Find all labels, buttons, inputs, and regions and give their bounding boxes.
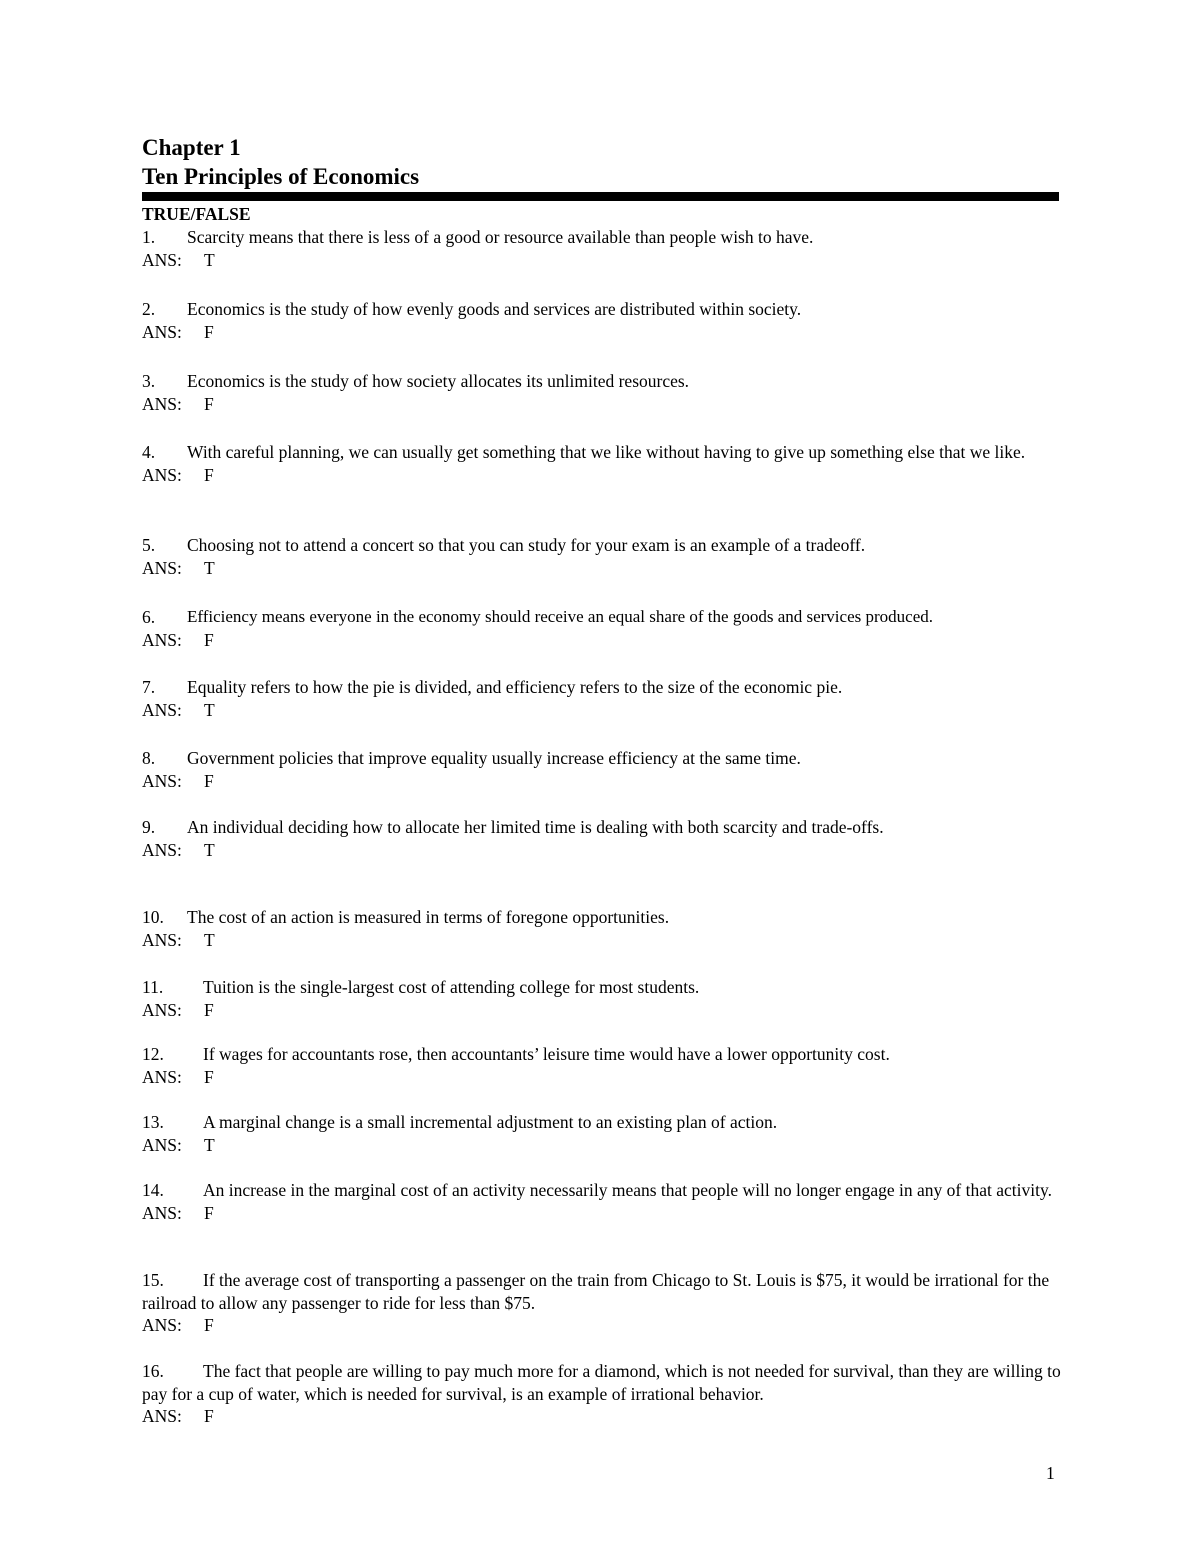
- answer-label: ANS:: [142, 1134, 182, 1155]
- answer-label: ANS:: [142, 1066, 182, 1087]
- answer-value: F: [204, 393, 214, 414]
- chapter-title: Ten Principles of Economics: [142, 164, 420, 189]
- question-number: 15.: [142, 1270, 164, 1290]
- answer-value: F: [204, 1406, 214, 1426]
- answer-value: F: [204, 770, 214, 791]
- answer-value: T: [204, 699, 215, 720]
- question-number: 12.: [142, 1044, 164, 1064]
- answer-value: T: [204, 839, 215, 860]
- question-text: Government policies that improve equality usually increase efficiency at the same time.: [187, 748, 801, 768]
- answer-label: ANS:: [142, 1202, 182, 1223]
- answer-line: [142, 1405, 1062, 1428]
- answer-label: ANS:: [142, 699, 182, 720]
- answer-line: [142, 464, 1062, 487]
- answer-value: F: [204, 1202, 214, 1223]
- question-number: 6.: [142, 607, 156, 627]
- answer-label: ANS:: [142, 249, 182, 270]
- question-item: [142, 1269, 1062, 1337]
- question-text: The fact that people are willing to pay much more for a diamond, which is not needed for survival, than they are willing to pay for a cup of water, which is needed for survival, is an example of irrational behavior.: [142, 1361, 1061, 1404]
- answer-value: F: [204, 1066, 214, 1087]
- question-text: Economics is the study of how society allocates its unlimited resources.: [187, 371, 690, 391]
- question-text: An increase in the marginal cost of an activity necessarily means that people will no longer engage in any of that activity.: [203, 1180, 1052, 1200]
- question-text: If the average cost of transporting a passenger on the train from Chicago to St. Louis is $75, it would be irrational for the railroad to allow any passenger to ride for less than $75.: [142, 1270, 1050, 1313]
- question-number: 5.: [142, 535, 156, 555]
- answer-value: T: [204, 249, 215, 270]
- answer-label: ANS:: [142, 1315, 182, 1335]
- question-item: [142, 606, 1062, 651]
- question-item: [142, 441, 1062, 486]
- answer-value: T: [204, 557, 215, 578]
- question-item: [142, 1043, 1062, 1088]
- answer-label: ANS:: [142, 629, 182, 650]
- answer-label: ANS:: [142, 929, 182, 950]
- question-text: With careful planning, we can usually get something that we like without having to give up something else that we like.: [187, 442, 1026, 462]
- question-number: 1.: [142, 227, 156, 247]
- question-item: [142, 534, 1062, 579]
- question-number: 7.: [142, 677, 156, 697]
- question-number: 8.: [142, 748, 156, 768]
- question-item: [142, 226, 1062, 271]
- question-item: [142, 976, 1062, 1021]
- question-text: Efficiency means everyone in the economy should receive an equal share of the goods and services produced.: [187, 607, 933, 626]
- answer-value: T: [204, 929, 215, 950]
- question-number: 16.: [142, 1361, 164, 1381]
- question-item: [142, 298, 1062, 343]
- heading-rule: [142, 192, 1059, 201]
- question-number: 2.: [142, 299, 156, 319]
- section-heading: TRUE/FALSE: [142, 204, 251, 224]
- question-text: A marginal change is a small incremental adjustment to an existing plan of action.: [203, 1112, 778, 1132]
- answer-line: [142, 999, 1062, 1022]
- question-text: Economics is the study of how evenly goods and services are distributed within society.: [187, 299, 802, 319]
- answer-line: [142, 1202, 1062, 1225]
- question-number: 11.: [142, 977, 164, 997]
- question-number: 9.: [142, 817, 156, 837]
- answer-label: ANS:: [142, 1406, 182, 1426]
- answer-value: F: [204, 464, 214, 485]
- answer-line: [142, 629, 1062, 652]
- question-text: Choosing not to attend a concert so that you can study for your exam is an example of a tradeoff.: [187, 535, 866, 555]
- question-text: If wages for accountants rose, then accountants’ leisure time would have a lower opportunity cost.: [203, 1044, 890, 1064]
- question-item: [142, 1360, 1062, 1428]
- question-item: [142, 747, 1062, 792]
- answer-label: ANS:: [142, 393, 182, 414]
- answer-value: F: [204, 321, 214, 342]
- question-number: 3.: [142, 371, 156, 391]
- answer-value: F: [204, 629, 214, 650]
- answer-line: [142, 321, 1062, 344]
- answer-line: [142, 770, 1062, 793]
- answer-line: [142, 1066, 1062, 1089]
- question-item: [142, 816, 1062, 861]
- answer-line: [142, 557, 1062, 580]
- answer-line: [142, 929, 1062, 952]
- answer-label: ANS:: [142, 839, 182, 860]
- question-text: An individual deciding how to allocate her limited time is dealing with both scarcity and trade-offs.: [187, 817, 884, 837]
- question-number: 4.: [142, 442, 156, 462]
- question-text: Equality refers to how the pie is divided, and efficiency refers to the size of the economic pie.: [187, 677, 843, 697]
- question-text: The cost of an action is measured in terms of foregone opportunities.: [187, 907, 670, 927]
- answer-value: F: [204, 1315, 214, 1335]
- answer-line: [142, 1314, 1062, 1337]
- question-text: Scarcity means that there is less of a good or resource available than people wish to have.: [187, 227, 814, 247]
- answer-label: ANS:: [142, 770, 182, 791]
- question-item: [142, 370, 1062, 415]
- answer-label: ANS:: [142, 464, 182, 485]
- answer-line: [142, 699, 1062, 722]
- question-text: Tuition is the single-largest cost of attending college for most students.: [203, 977, 700, 997]
- answer-label: ANS:: [142, 999, 182, 1020]
- answer-line: [142, 249, 1062, 272]
- answer-line: [142, 393, 1062, 416]
- answer-line: [142, 839, 1062, 862]
- answer-label: ANS:: [142, 321, 182, 342]
- question-item: [142, 1111, 1062, 1156]
- answer-value: T: [204, 1134, 215, 1155]
- question-number: 10.: [142, 907, 164, 927]
- answer-line: [142, 1134, 1062, 1157]
- question-item: [142, 676, 1062, 721]
- question-item: [142, 1179, 1062, 1224]
- answer-label: ANS:: [142, 557, 182, 578]
- question-number: 14.: [142, 1180, 164, 1200]
- answer-value: F: [204, 999, 214, 1020]
- page-number: 1: [1046, 1463, 1055, 1483]
- question-item: [142, 906, 1062, 951]
- question-number: 13.: [142, 1112, 164, 1132]
- chapter-heading: Chapter 1: [142, 135, 241, 160]
